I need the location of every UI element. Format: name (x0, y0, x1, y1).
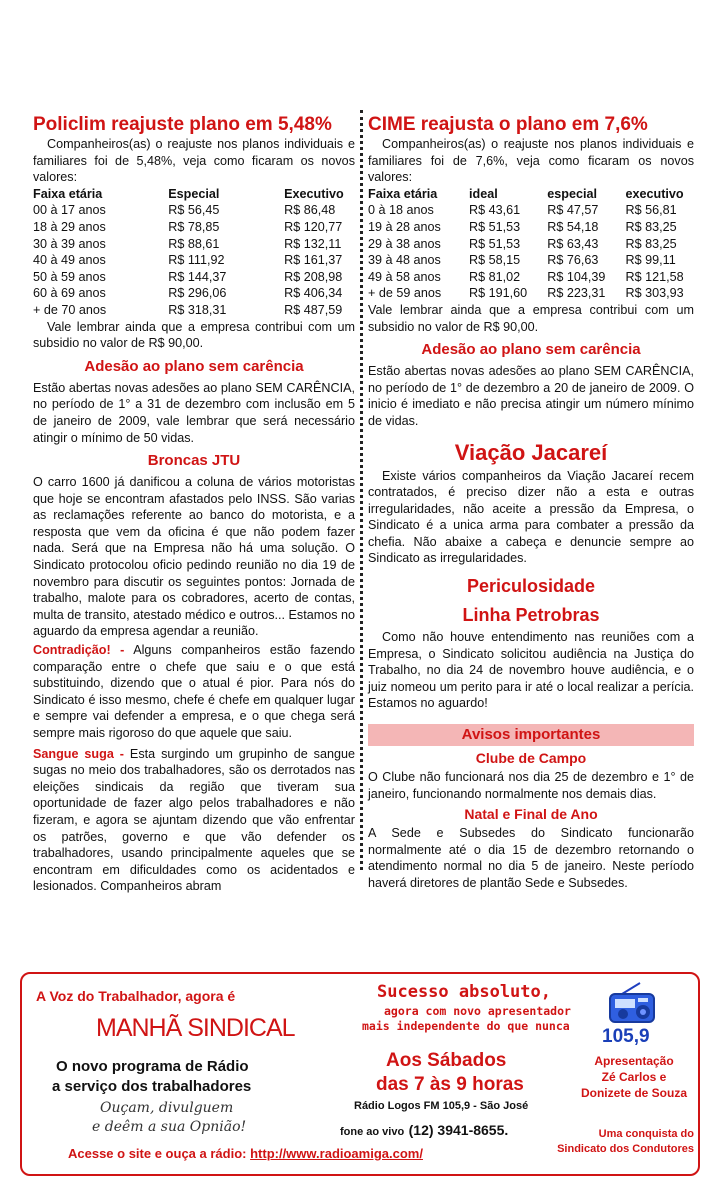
fone-number: (12) 3941-8655. (408, 1122, 509, 1138)
table-cell: R$ 223,31 (547, 286, 606, 301)
table-cell: R$ 161,37 (284, 253, 343, 268)
table-cell: 60 à 69 anos (33, 286, 106, 301)
avisos-bar (368, 724, 694, 746)
table-cell: 50 à 59 anos (33, 269, 106, 284)
table-cell: R$ 56,81 (625, 203, 677, 218)
table-cell: R$ 208,98 (284, 269, 343, 284)
table-row (368, 269, 694, 286)
table-row (368, 202, 694, 219)
sangue-text: Esta surgindo um grupinho de sangue sugas no meio dos trabalhadores, são os derrotados nas eleições sindicais da região que tiveram sua oportunidade de fazer algo pelos trabalhadores e não fizeram, e agora se ajuntam dizendo que vão enfrentar os patrões, governo e que vão defender os trabalhadores, usando principalmente aqueles que se encontram em dificuldades como os acidentados e lesionados. Companheiros abram (33, 746, 355, 894)
table-cell: R$ 303,93 (625, 286, 684, 301)
periculosidade-text: Como não houve entendimento nas reuniões com a Empresa, o Sindicato solicitou audiência na Justiça do Trabalho, no dia 24 de novembro houve audiência, e o juiz nomeou um perito para ir até o local realizar a perícia. Estamos no aguardo! (368, 630, 694, 711)
manha-sindical-logo: MANHÃ SINDICAL (96, 1014, 295, 1042)
servico-text: a serviço dos trabalhadores (52, 1078, 252, 1095)
clube-text: O Clube não funcionará nos dia 25 de dezembro e 1° de janeiro, funcionando normalmente nos demais dias. (368, 770, 694, 801)
table-cell: 0 à 18 anos (368, 203, 434, 218)
table-cell: R$ 104,39 (547, 269, 606, 284)
table-cell: 19 à 28 anos (368, 219, 441, 234)
policlim-adesao-text: Estão abertas novas adesões ao plano SEM CARÊNCIA, no período de 1° a 31 de dezembro com inclusão em 5 de janeiro de 2009, vale lembrar que será necessário atingir o mínimo de 50 vidas. (33, 380, 355, 445)
novo-programa-text: O novo programa de Rádio (56, 1058, 249, 1075)
sabados-text: Aos Sábados (386, 1050, 507, 1071)
table-header-row (33, 186, 355, 203)
sucesso-text: Sucesso absoluto, (377, 982, 551, 1002)
policlim-title: Policlim reajuste plano em 5,48% (33, 114, 332, 135)
cime-intro: Companheiros(as) o reajuste nos planos individuais e familiares foi de 7,6%, veja como ficaram os novos valores: (368, 137, 694, 185)
contradicao-lead: Contradição! - (33, 643, 125, 658)
table-cell: 30 à 39 anos (33, 236, 106, 251)
deem-text: e deêm a sua Opnião! (92, 1119, 247, 1135)
table-cell: R$ 56,45 (168, 203, 220, 218)
table-row (33, 252, 355, 269)
acesse-text: Acesse o site e ouça a rádio: (68, 1146, 247, 1161)
table-cell: 29 à 38 anos (368, 236, 441, 251)
table-row (368, 252, 694, 269)
natal-title: Natal e Final de Ano (464, 806, 598, 823)
table-cell: R$ 487,59 (284, 302, 343, 317)
table-cell: R$ 81,02 (469, 269, 521, 284)
conquista1-text: Uma conquista do (598, 1128, 694, 1140)
table-cell: R$ 51,53 (469, 219, 521, 234)
table-cell: R$ 132,11 (284, 236, 342, 251)
table-cell: R$ 78,85 (168, 219, 220, 234)
table-header: ideal (469, 186, 498, 201)
table-cell: R$ 406,34 (284, 286, 343, 301)
frequency-text: 105,9 (602, 1026, 650, 1047)
oucam-text: Ouçam, divulguem (100, 1100, 234, 1116)
apresentacao-label: Apresentação (594, 1054, 674, 1068)
natal-text: A Sede e Subsedes do Sindicato funcionarão normalmente até o dia 15 de dezembro retornando o atendimento normal no dia 5 de janeiro. Neste período haverá diretores de plantão Sede e Subsedes. (368, 826, 694, 890)
cime-adesao-title: Adesão ao plano sem carência (421, 341, 641, 359)
table-row (368, 236, 694, 253)
policlim-intro: Companheiros(as) o reajuste nos planos individuais e familiares foi de 5,48%, veja como ficaram os novos valores: (33, 137, 355, 185)
table-cell: R$ 120,77 (284, 219, 343, 234)
table-cell: R$ 47,57 (547, 203, 599, 218)
table-cell: R$ 83,25 (625, 219, 677, 234)
table-cell: R$ 88,61 (168, 236, 220, 251)
radio-icon (608, 982, 656, 1026)
table-header: Executivo (284, 186, 344, 201)
broncas-text: O carro 1600 já danificou a coluna de vários motoristas que hoje se encontram afastados pelo INSS. São varias as reclamações referente ao banco do motorista, e a resposta que vem da oficina é que não podem fazer nada. Será que na Empresa não há uma solução. O Sindicato protocolou oficio pedindo reunião no dia 19 de novembro para discutir os seguintes pontos: Jornada de trabalho, malote para os cobradores, acerto de contas, multa de transito, atestado médico e outros... Estamos no aguardo da empresa agendar a reunião. (33, 475, 356, 639)
table-cell: R$ 111,92 (168, 253, 225, 268)
policlim-table (33, 186, 355, 319)
policlim-note: Vale lembrar ainda que a empresa contribui com um subsidio no valor de R$ 90,00. (33, 319, 355, 351)
table-row (33, 285, 355, 302)
horario-text: das 7 às 9 horas (376, 1074, 524, 1095)
cime-note: Vale lembrar ainda que a empresa contribui com um subsidio no valor de R$ 90,00. (368, 302, 694, 334)
avisos-title: Avisos importantes (461, 726, 601, 744)
conquista2-text: Sindicato dos Condutores (557, 1143, 694, 1155)
radio-text: Rádio Logos FM 105,9 - São José (354, 1100, 529, 1112)
table-row (368, 219, 694, 236)
policlim-adesao-title: Adesão ao plano sem carência (84, 357, 304, 375)
table-cell: R$ 191,60 (469, 286, 528, 301)
periculosidade-title: Periculosidade (466, 576, 596, 597)
viacao-text: Existe vários companheiros da Viação Jacareí recem contratados, é preciso dizer não a esta e outras irregularidades, não aceite a pressão da Empresa, o Sindicato é a unica arma para combater a pressão da chefia. Não abaixe a cabeça e denuncie sempre ao Sindicato as irregularidades. (368, 468, 694, 566)
radio-ad-box (20, 972, 700, 1176)
contradicao-text: Alguns companheiros estão fazendo comparação entre o chefe que saiu e o que está substituindo, dizendo que o atual é pior. Para nós do Sindicato é isso mesmo, chefe é chefe em qualquer lugar e sempre vai defender a empresa, e o que chega será sempre mais rigoroso do que aquele que saiu. (33, 643, 356, 740)
right-column (368, 114, 694, 892)
table-header: especial (547, 186, 597, 201)
novo-apresentador-text: agora com novo apresentador (384, 1004, 571, 1018)
table-cell: + de 59 anos (368, 286, 442, 301)
clube-title: Clube de Campo (475, 750, 587, 767)
table-cell: R$ 121,58 (625, 269, 684, 284)
table-header: executivo (625, 186, 684, 201)
table-cell: R$ 76,63 (547, 253, 599, 268)
sangue-paragraph (33, 746, 355, 895)
table-cell: R$ 83,25 (625, 236, 677, 251)
cime-adesao-text: Estão abertas novas adesões ao plano SEM CARÊNCIA, no período de 1° de dezembro a 20 de janeiro de 2009. O inicio é imediato e não precisa atingir um número mínimo de vidas. (368, 364, 694, 428)
table-cell: 40 à 49 anos (33, 253, 106, 268)
table-cell: R$ 63,43 (547, 236, 599, 251)
site-link[interactable]: http://www.radioamiga.com/ (250, 1146, 423, 1161)
fone-paragraph (340, 1122, 508, 1140)
apresentador2-text: Donizete de Souza (580, 1086, 687, 1100)
table-cell: 18 à 29 anos (33, 219, 106, 234)
table-cell: 00 à 17 anos (33, 203, 106, 218)
table-row (33, 236, 355, 253)
table-cell: R$ 58,15 (469, 253, 521, 268)
left-column (33, 114, 355, 895)
table-row (33, 202, 355, 219)
table-cell: R$ 296,06 (168, 286, 227, 301)
fone-label: fone ao vivo (340, 1126, 405, 1138)
table-cell: 49 à 58 anos (368, 269, 441, 284)
petrobras-title: Linha Petrobras (462, 605, 600, 626)
table-row (33, 302, 355, 319)
table-row (33, 219, 355, 236)
table-cell: R$ 54,18 (547, 219, 599, 234)
table-header: Especial (168, 186, 220, 201)
acesse-paragraph (68, 1146, 423, 1161)
table-cell: R$ 318,31 (168, 302, 227, 317)
table-cell: + de 70 anos (33, 302, 107, 317)
cime-table (368, 186, 694, 302)
table-header-row (368, 186, 694, 203)
table-cell: R$ 43,61 (469, 203, 521, 218)
table-cell: R$ 86,48 (284, 203, 336, 218)
table-row (33, 269, 355, 286)
table-cell: R$ 144,37 (168, 269, 227, 284)
viacao-title: Viação Jacareí (454, 439, 608, 465)
table-cell: 39 à 48 anos (368, 253, 441, 268)
apresentador1-text: Zé Carlos e (601, 1070, 667, 1084)
voz-text: A Voz do Trabalhador, agora é (36, 988, 236, 1004)
table-header: Faixa etária (368, 186, 438, 201)
sangue-lead: Sangue suga - (33, 746, 124, 761)
table-cell: R$ 99,11 (625, 253, 676, 268)
table-row (368, 285, 694, 302)
contradicao-paragraph (33, 642, 355, 742)
independente-text: mais independente do que nunca (362, 1019, 570, 1033)
column-divider (360, 110, 363, 870)
table-cell: R$ 51,53 (469, 236, 521, 251)
table-header: Faixa etária (33, 186, 103, 201)
broncas-title: Broncas JTU (147, 452, 241, 470)
cime-title: CIME reajusta o plano em 7,6% (368, 114, 648, 135)
